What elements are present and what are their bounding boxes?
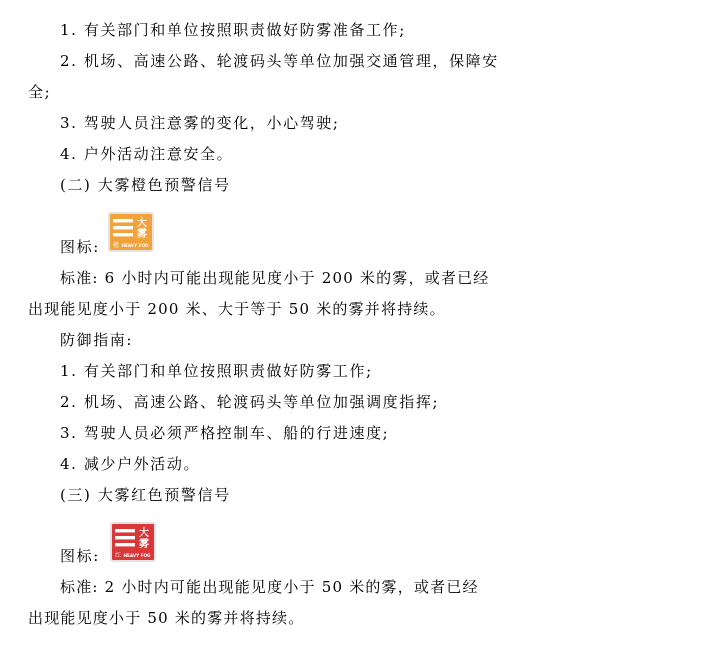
icon-char-wu: 雾 [139, 539, 149, 550]
orange-guide-heading: 防御指南: [60, 331, 134, 349]
red-icon-label: 图标: [60, 547, 100, 565]
orange-guide-item-4: 4. 减少户外活动。 [60, 455, 201, 473]
orange-icon-label: 图标: [60, 238, 100, 256]
icon-english-label: HEAVY FOG [123, 553, 151, 558]
icon-char-color: 橙 [112, 242, 120, 249]
guide-item-1: 1. 有关部门和单位按照职责做好防雾准备工作; [60, 21, 406, 39]
guide-item-2: 2. 机场、高速公路、轮渡码头等单位加强交通管理，保障安 [60, 52, 499, 70]
icon-char-color: 红 [114, 552, 122, 559]
heavy-fog-orange-icon [108, 212, 154, 252]
heavy-fog-red-icon [110, 522, 156, 562]
guide-item-3: 3. 驾驶人员注意雾的变化，小心驾驶; [60, 114, 340, 132]
guide-item-4: 4. 户外活动注意安全。 [60, 145, 234, 163]
orange-guide-item-1: 1. 有关部门和单位按照职责做好防雾工作; [60, 362, 373, 380]
icon-english-label: HEAVY FOG [121, 243, 149, 248]
icon-char-da: 大 [139, 528, 149, 539]
orange-guide-item-3: 3. 驾驶人员必须严格控制车、船的行进速度; [60, 424, 390, 442]
orange-guide-item-2: 2. 机场、高速公路、轮渡码头等单位加强调度指挥; [60, 393, 440, 411]
icon-char-wu: 雾 [137, 229, 147, 240]
guide-item-2-continued: 全; [28, 83, 52, 101]
red-signal-heading: (三) 大雾红色预警信号 [60, 486, 231, 504]
red-standard-line-2: 出现能见度小于 50 米的雾并将持续。 [28, 609, 305, 627]
icon-char-da: 大 [137, 218, 147, 229]
orange-standard-line-2: 出现能见度小于 200 米、大于等于 50 米的雾并将持续。 [28, 300, 446, 318]
orange-standard-line-1: 标准: 6 小时内可能出现能见度小于 200 米的雾，或者已经 [60, 269, 490, 287]
red-standard-line-1: 标准: 2 小时内可能出现能见度小于 50 米的雾，或者已经 [60, 578, 479, 596]
orange-signal-heading: (二) 大雾橙色预警信号 [60, 176, 231, 194]
